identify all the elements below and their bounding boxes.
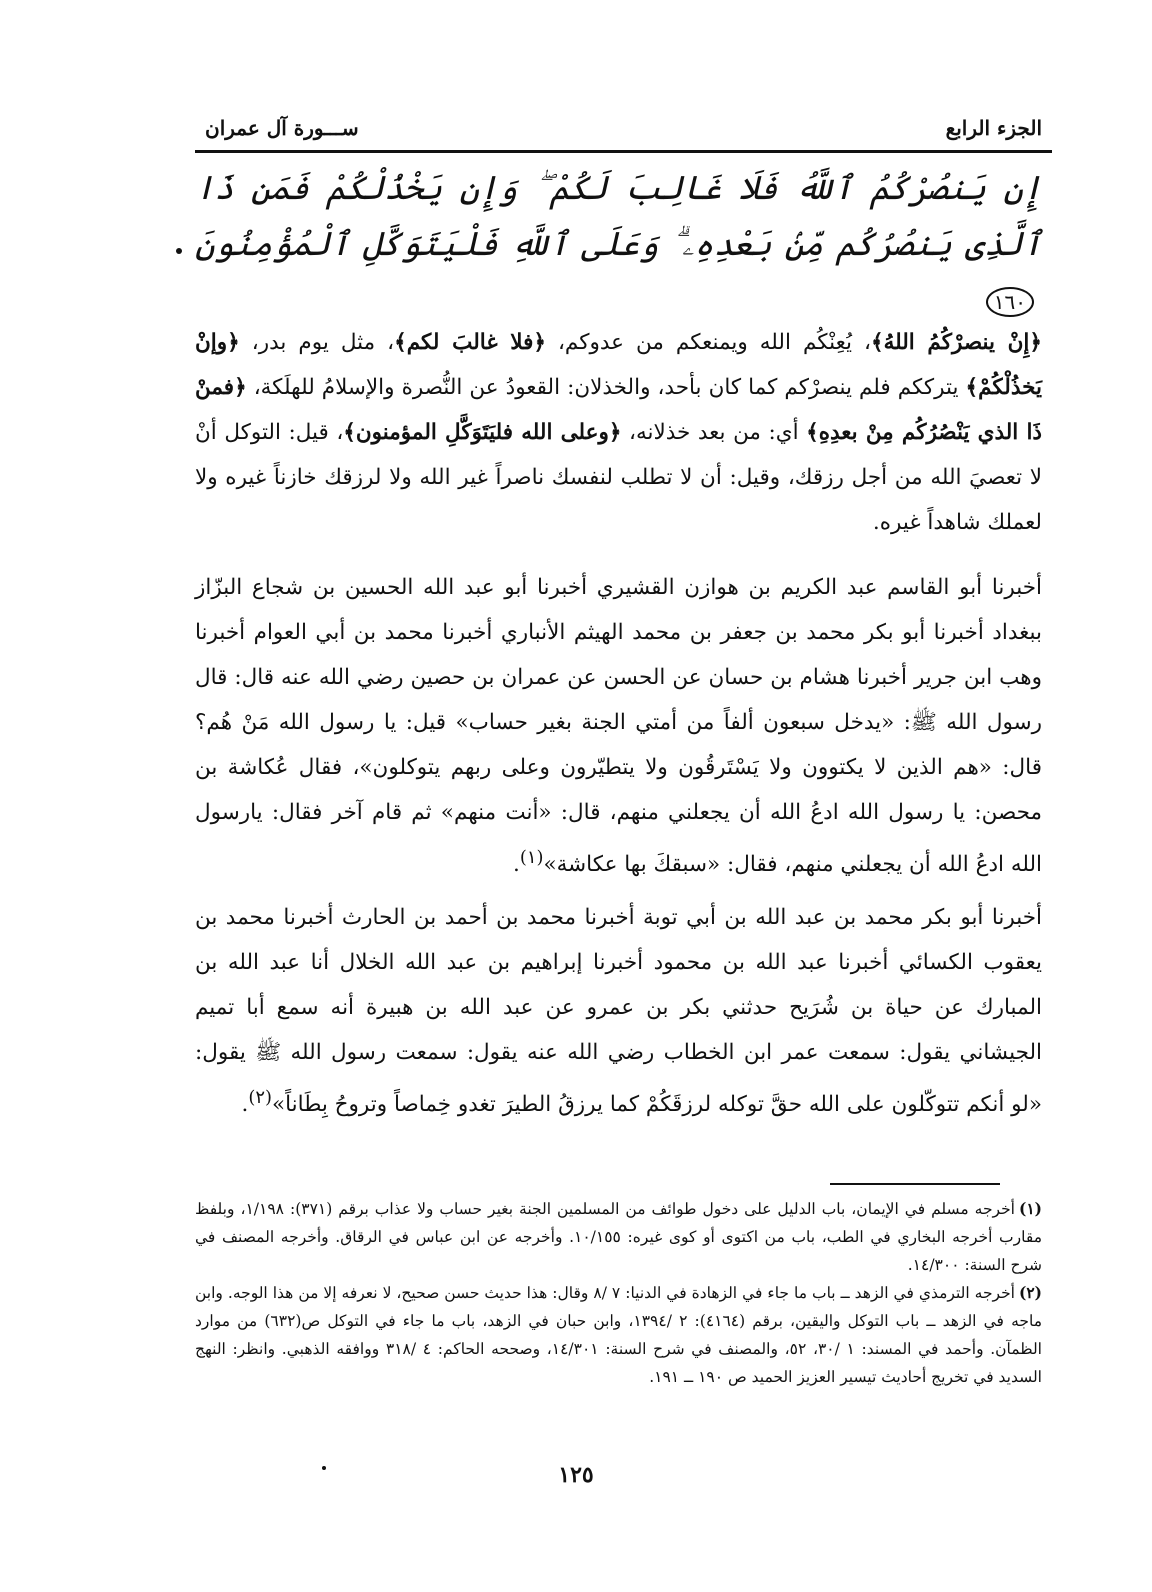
sentence-end: . xyxy=(513,852,520,878)
verse-text: إِن يَنصُرْكُمُ ٱللَّهُ فَلَا غَالِبَ لَكُمْ ۖ وَإِن يَخْذُلْكُمْ فَمَن ذَا ٱلَّذِى يَنصُرُكُم مِّنۢ بَعْدِهِۦ ۗ وَعَلَى ٱللَّهِ فَلْيَتَوَكَّلِ ٱلْمُؤْمِنُونَ xyxy=(195,168,1042,263)
scan-speck xyxy=(322,1466,326,1470)
commentary-text: ، قيل: التوكل أنْ لا تعصيَ الله من أجل رزقك، وقيل: أن لا تطلب لنفسك ناصراً غير الله ولا لرزقك خازناً غيره ولا لعملك شاهداً غيره. xyxy=(195,420,1042,535)
commentary-text: يترككم فلم ينصرْكم كما كان بأحد، والخذلان: القعودُ عن النُّصرة والإسلامُ للهلَكة، xyxy=(246,375,966,400)
scan-speck xyxy=(176,248,182,254)
header-rule xyxy=(195,150,1052,153)
hadith-paragraph-1 xyxy=(195,565,1042,887)
quran-verse xyxy=(195,160,1042,328)
commentary-text: أي: من بعد خذلانه، xyxy=(621,420,807,445)
ayah-number: ١٦٠ xyxy=(986,287,1034,317)
footnote-ref[interactable]: (٢) xyxy=(248,1087,272,1108)
footnote-ref[interactable]: (١) xyxy=(519,847,544,868)
quoted-phrase: ﴿وعلى الله فليَتَوَكَّلِ المؤمنون﴾ xyxy=(343,420,622,445)
commentary-text: ، يُعِنْكُم الله ويمنعكم من عدوكم، xyxy=(545,330,871,355)
quoted-phrase: ﴿فمنْ ذَا الذي يَنْصُرُكُم مِنْ بعدِهِ﴾ xyxy=(195,375,1043,445)
footnotes xyxy=(195,1195,1042,1391)
footnote-marker: (١) xyxy=(1018,1199,1042,1218)
commentary-text: ، مثل يوم بدر، xyxy=(239,330,395,355)
surah-title: ســـورة آل عمران xyxy=(205,116,359,140)
hadith-text: أخبرنا أبو القاسم عبد الكريم بن هوازن القشيري أخبرنا أبو عبد الله الحسين بن شجاع البزّاز ببغداد أخبرنا أبو بكر محمد بن جعفر بن محمد الهيثم الأنباري أخبرنا محمد بن أبي العوام أخبرنا وهب ابن جرير أخبرنا هشام بن حسان عن الحسن عن عمران بن حصين رضي الله عنه قال: قال رسول الله ﷺ: «يدخل سبعون ألفاً من أمتي الجنة بغير حساب» قيل: يا رسول الله مَنْ هُم؟ قال: «هم الذين لا يكتوون ولا يَسْتَرقُون ولا يتطيّرون وعلى ربهم يتوكلون»، فقال عُكاشة بن محصن: يا رسول الله ادعُ الله أن يجعلني منهم، قال: «أنت منهم» ثم قام آخر فقال: يارسول الله ادعُ الله أن يجعلني منهم، فقال: «سبقكَ بها عكاشة» xyxy=(195,575,1042,878)
page-number: ١٢٥ xyxy=(558,1462,594,1488)
footnote xyxy=(195,1195,1042,1279)
footnote-text: أخرجه الترمذي في الزهد ــ باب ما جاء في الزهادة في الدنيا: ٧ /٨ وقال: هذا حديث حسن صحيح، لا نعرفه إلا من هذا الوجه. وابن ماجه في الزهد ــ باب التوكل واليقين، برقم (٤١٦٤): ٢ /١٣٩٤، وابن حبان في الزهد، باب ما جاء في التوكل ص(٦٣٢) من موارد الظمآن. وأحمد في المسند: ١ /٣٠، ٥٢، والمصنف في شرح السنة: ١٤/٣٠١، وصححه الحاكم: ٤ /٣١٨ ووافقه الذهبي. وانظر: النهج السديد في تخريج أحاديث تيسير العزيز الحميد ص ١٩٠ ــ ١٩١. xyxy=(195,1284,1042,1386)
quoted-phrase: ﴿وإنْ يَخذُلْكُمْ﴾ xyxy=(195,330,1042,400)
quoted-phrase: ﴿فلا غالبَ لكم﴾ xyxy=(394,330,546,355)
hadith-text: أخبرنا أبو بكر محمد بن عبد الله بن أبي توبة أخبرنا محمد بن أحمد بن الحارث أخبرنا محمد بن يعقوب الكسائي أخبرنا عبد الله بن محمود أخبرنا إبراهيم بن عبد الله الخلال أنا عبد الله بن المبارك عن حياة بن شُرَيح حدثني بكر بن عمرو عن عبد الله بن هبيرة أنه سمع أبا تميم الجيشاني يقول: سمعت عمر ابن الخطاب رضي الله عنه يقول: سمعت رسول الله ﷺ يقول: «لو أنكم تتوكّلون على الله حقَّ توكله لرزقَكُمْ كما يرزقُ الطيرَ تغدو خِماصاً وتروحُ بِطَاناً» xyxy=(195,905,1042,1118)
footnote-marker: (٢) xyxy=(1019,1283,1043,1302)
quoted-phrase: ﴿إِنْ ينصرْكُمُ اللهُ﴾ xyxy=(870,330,1042,355)
hadith-paragraph-2 xyxy=(195,895,1042,1127)
footnote-text: أخرجه مسلم في الإيمان، باب الدليل على دخول طوائف من المسلمين الجنة بغير حساب ولا عذاب برقم (٣٧١): ١/١٩٨، وبلفظ مقارب أخرجه البخاري في الطب، باب من اكتوى أو كوى غيره: ١٠/١٥٥. وأخرجه عن ابن عباس في الرقاق. وأخرجه المصنف في شرح السنة: ١٤/٣٠٠. xyxy=(195,1200,1042,1274)
footnote-separator xyxy=(830,1183,1000,1185)
juz-title: الجزء الرابع xyxy=(945,116,1042,140)
tafsir-paragraph xyxy=(195,320,1042,545)
sentence-end: . xyxy=(241,1092,249,1118)
footnote xyxy=(195,1279,1042,1391)
running-header xyxy=(205,108,1042,148)
